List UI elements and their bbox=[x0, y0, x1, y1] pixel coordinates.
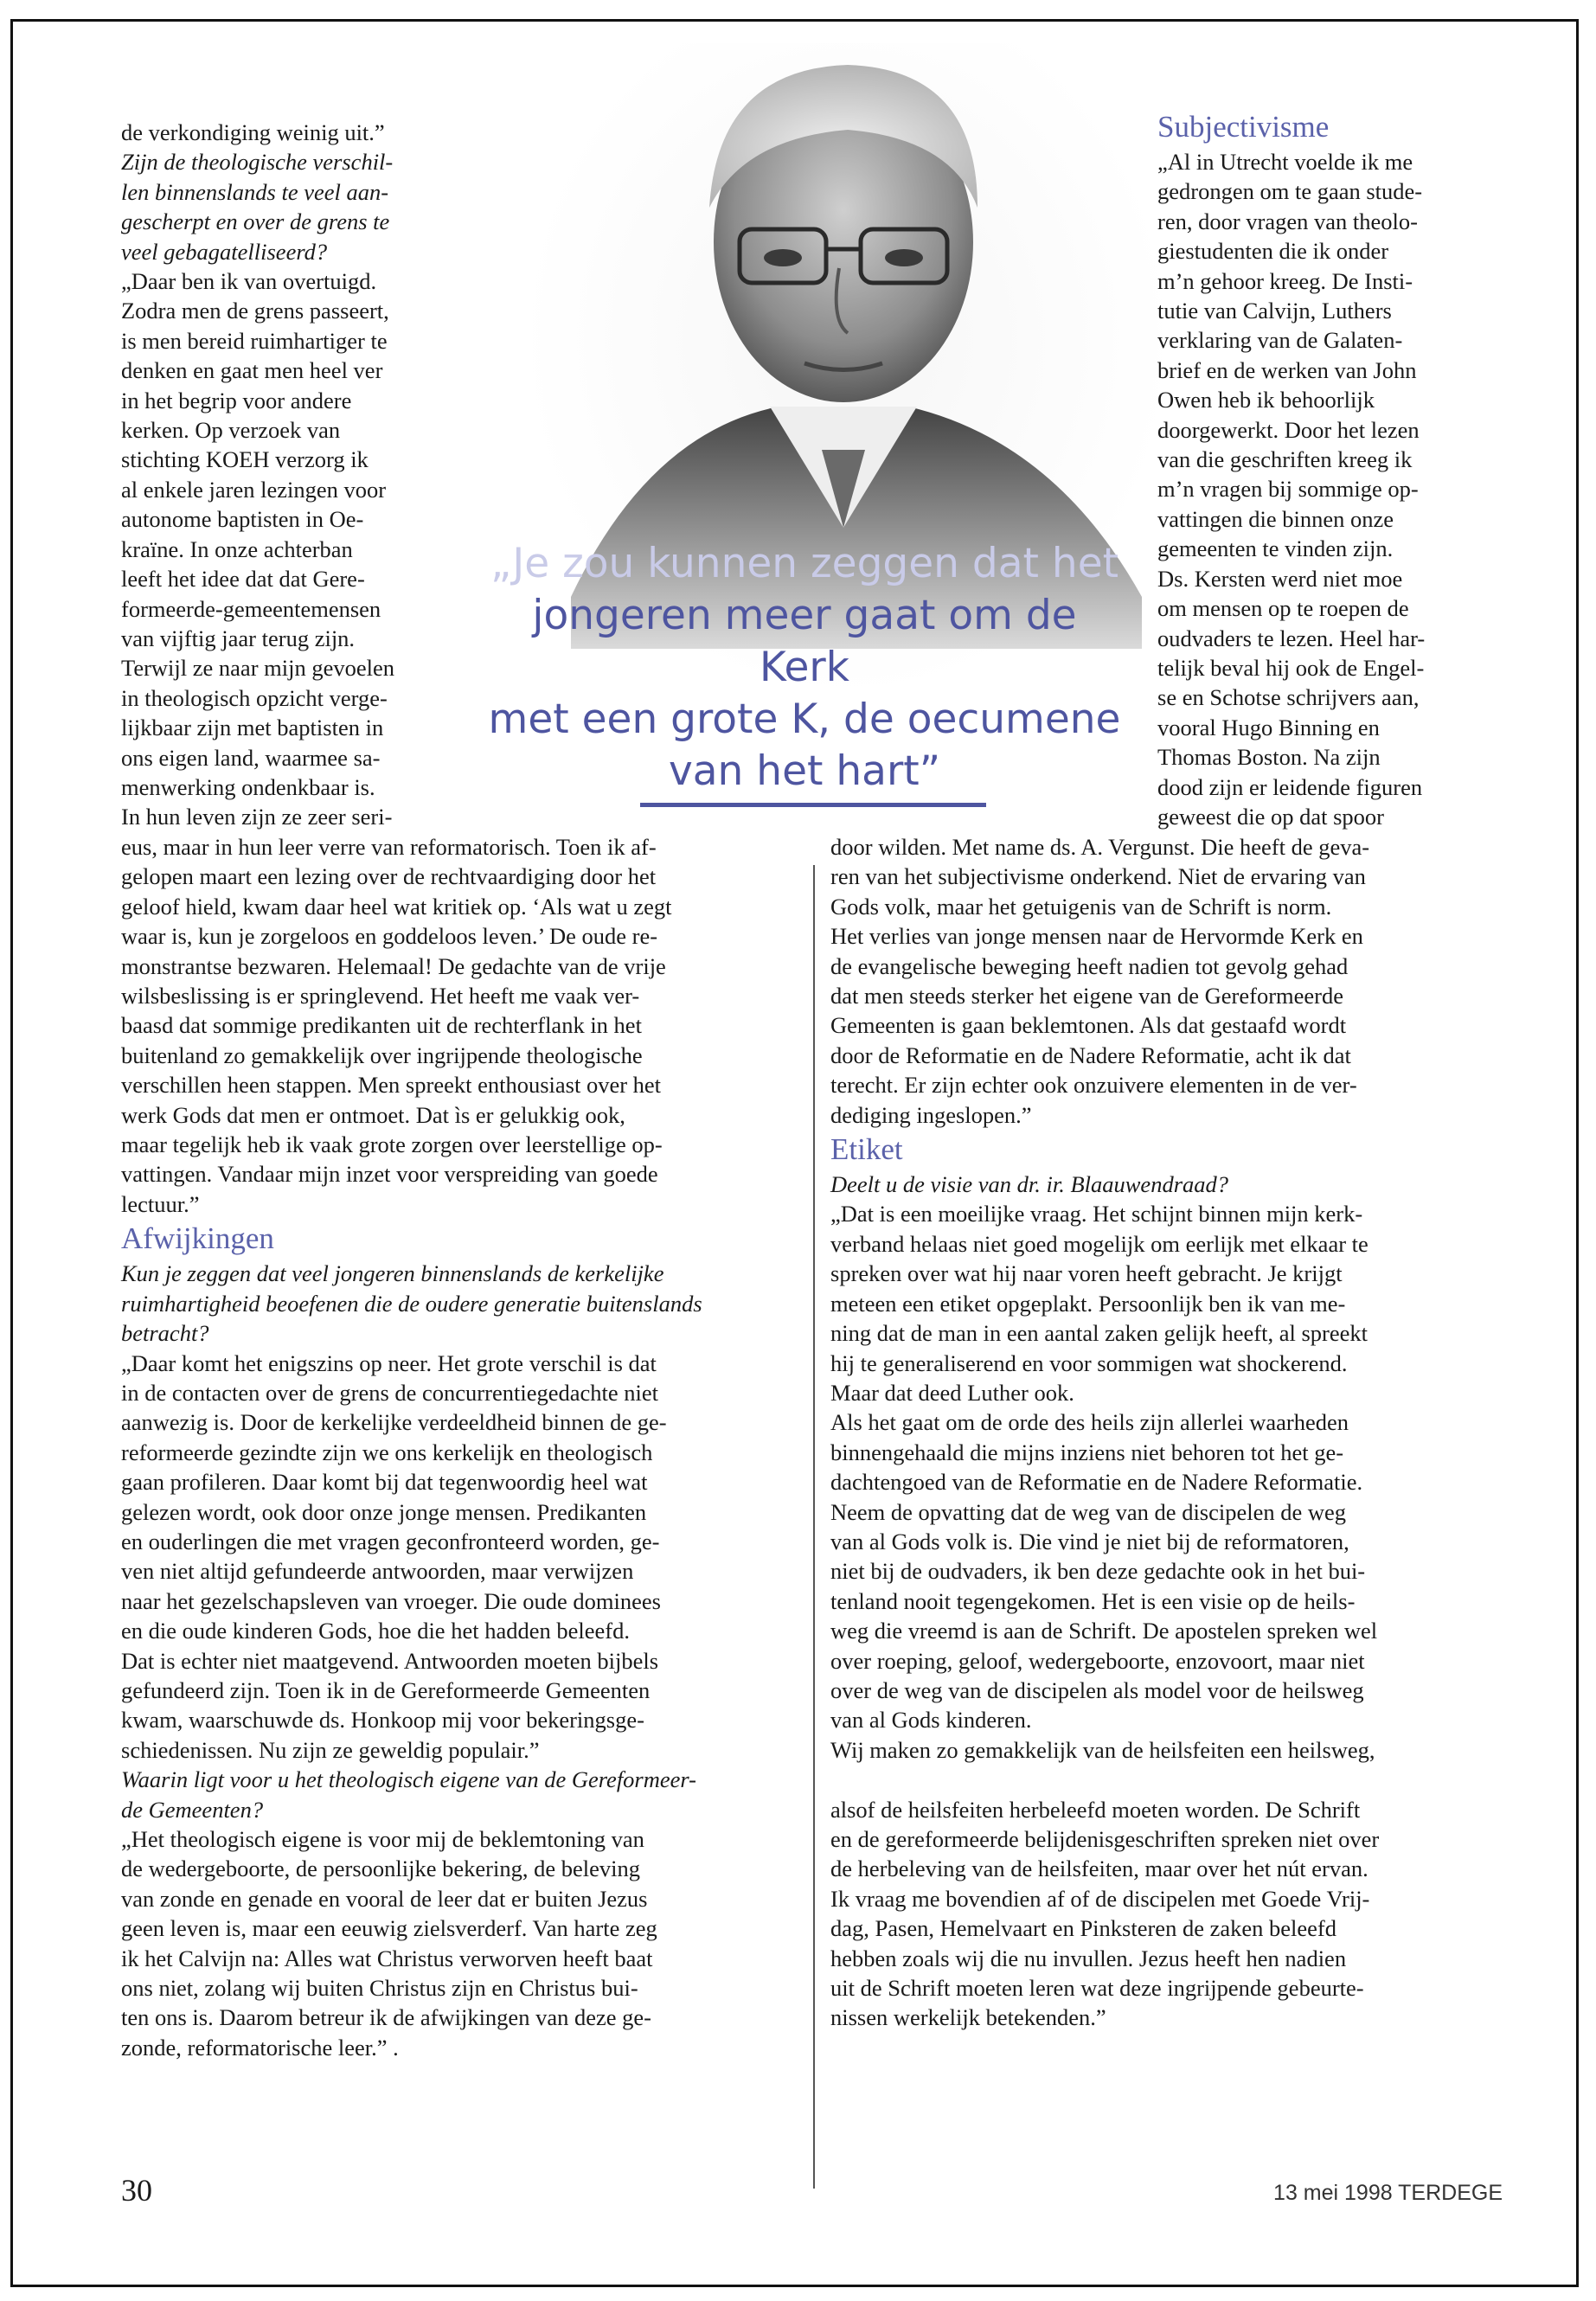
text-line: uit de Schrift moeten leren wat deze ingrijpende gebeurte- bbox=[830, 1975, 1364, 2002]
text-line: „Daar komt het enigszins op neer. Het grote verschil is dat bbox=[121, 1349, 657, 1376]
text-line: stichting KOEH verzorg ik bbox=[121, 446, 369, 473]
text-line: lectuur.” bbox=[121, 1190, 200, 1217]
text-line: Dat is echter niet maatgevend. Antwoorden moeten bijbels bbox=[121, 1647, 659, 1674]
text-line: oudvaders te lezen. Heel har- bbox=[1157, 625, 1426, 651]
text-line: de herbeleving van de heilsfeiten, maar over het nút ervan. bbox=[830, 1856, 1368, 1882]
text-line: baasd dat sommige predikanten uit de rechterflank in het bbox=[121, 1012, 642, 1039]
text-line: verschillen heen stappen. Men spreekt enthousiast over het bbox=[121, 1072, 662, 1099]
text-line: Gods volk, maar het getuigenis van de Schrift is norm. bbox=[830, 893, 1332, 920]
pull-quote-line: jongeren meer gaat om de Kerk bbox=[532, 592, 1077, 691]
text-line: in het begrip voor andere bbox=[121, 387, 352, 413]
text-line: kraïne. In onze achterban bbox=[121, 535, 353, 562]
text-line: van al Gods volk is. Die vind je niet bij de reformatoren, bbox=[830, 1528, 1349, 1554]
right-top-column bbox=[1157, 107, 1521, 831]
text-line: ning dat de man in een aantal zaken gelijk heeft, al spreekt bbox=[830, 1320, 1368, 1347]
text-line: hebben zoals wij die nu invullen. Jezus heeft hen nadien bbox=[830, 1945, 1347, 1971]
text-line: vattingen die binnen onze bbox=[1157, 505, 1394, 532]
text-line: Ds. Kersten werd niet moe bbox=[1157, 565, 1403, 592]
text-line: m’n gehoor kreeg. De Insti- bbox=[1157, 267, 1413, 294]
text-line: leeft het idee dat dat Gere- bbox=[121, 566, 365, 593]
text-line: om mensen op te roepen de bbox=[1157, 595, 1409, 622]
text-line: eus, maar in hun leer verre van reformatorisch. Toen ik af- bbox=[121, 834, 657, 860]
text-line: gemeenten te vinden zijn. bbox=[1157, 535, 1394, 562]
text-line: naar het gezelschapsleven van vroeger. Die oude dominees bbox=[121, 1587, 661, 1614]
text-line: geweest die op dat spoor bbox=[1157, 803, 1384, 830]
text-line: ven niet altijd gefundeerde antwoorden, maar verwijzen bbox=[121, 1558, 634, 1585]
text-line: hij te generaliserend en voor sommigen wat shockerend. bbox=[830, 1349, 1348, 1376]
question-line: veel gebagatelliseerd? bbox=[121, 238, 328, 265]
text-line: Neem de opvatting dat de weg van de discipelen de weg bbox=[830, 1498, 1347, 1525]
text-line: in de contacten over de grens de concurrentiegedachte niet bbox=[121, 1379, 658, 1406]
text-line: Wij maken zo gemakkelijk van de heilsfeiten een heilsweg, bbox=[830, 1736, 1375, 1763]
text-line: terecht. Er zijn echter ook onzuivere elementen in de ver- bbox=[830, 1072, 1357, 1099]
text-line: dat men steeds sterker het eigene van de Gereformeerde bbox=[830, 983, 1344, 1009]
question-line: betracht? bbox=[121, 1320, 209, 1347]
text-line: binnengehaald die mijns inziens niet behoren tot het ge- bbox=[830, 1439, 1344, 1465]
text-line: kwam, waarschuwde ds. Honkoop mij voor bekeringsge- bbox=[121, 1707, 644, 1734]
text-line: monstrantse bezwaren. Helemaal! De gedachte van de vrije bbox=[121, 952, 666, 979]
text-line: buitenland zo gemakkelijk over ingrijpende theologische bbox=[121, 1042, 643, 1068]
text-line: menwerking ondenkbaar is. bbox=[121, 773, 375, 800]
text-line: maar tegelijk heb ik vaak grote zorgen over leerstellige op- bbox=[121, 1131, 663, 1158]
text-line: dood zijn er leidende figuren bbox=[1157, 773, 1423, 800]
right-bottom-column bbox=[830, 832, 1514, 2033]
left-bottom-column bbox=[121, 832, 804, 2062]
text-line: geloof hield, kwam daar heel wat kritiek op. ‘Als wat u zegt bbox=[121, 893, 672, 920]
text-line: dediging ingeslopen.” bbox=[830, 1101, 1032, 1128]
text-line: formeerde-gemeentemensen bbox=[121, 595, 381, 622]
text-line: ons eigen land, waarmee sa- bbox=[121, 744, 381, 771]
text-line: doorgewerkt. Door het lezen bbox=[1157, 416, 1420, 443]
text-line: telijk beval hij ook de Engel- bbox=[1157, 654, 1425, 681]
text-line: door wilden. Met name ds. A. Vergunst. Die heeft de geva- bbox=[830, 834, 1370, 860]
question-line: Deelt u de visie van dr. ir. Blaauwendraad? bbox=[830, 1171, 1229, 1198]
text-line: geen leven is, maar een eeuwig zielsverderf. Van harte zeg bbox=[121, 1915, 657, 1942]
question-line: de Gemeenten? bbox=[121, 1796, 264, 1823]
text-line: Terwijl ze naar mijn gevoelen bbox=[121, 655, 395, 682]
text-line: van die geschriften kreeg ik bbox=[1157, 446, 1413, 473]
text-line: Gemeenten is gaan beklemtonen. Als dat gestaafd wordt bbox=[830, 1012, 1347, 1039]
text-line: dachtengoed van de Reformatie en de Nadere Reformatie. bbox=[830, 1469, 1363, 1496]
text-line: en ouderlingen die met vragen geconfronteerd worden, ge- bbox=[121, 1528, 660, 1554]
text-line: vooral Hugo Binning en bbox=[1157, 714, 1380, 740]
text-line: Owen heb ik behoorlijk bbox=[1157, 387, 1375, 413]
text-line: m’n vragen bij sommige op- bbox=[1157, 476, 1419, 503]
text-line: se en Schotse schrijvers aan, bbox=[1157, 684, 1420, 711]
text-line: „Al in Utrecht voelde ik me bbox=[1157, 149, 1413, 175]
text-line: brief en de werken van John bbox=[1157, 356, 1417, 383]
text-line: Thomas Boston. Na zijn bbox=[1157, 744, 1381, 771]
pull-quote-rule bbox=[640, 803, 986, 807]
text-line: over roeping, geloof, wedergeboorte, enzovoort, maar niet bbox=[830, 1647, 1365, 1674]
text-line: alsof de heilsfeiten herbeleefd moeten worden. De Schrift bbox=[830, 1796, 1361, 1823]
text-line: verband helaas niet goed mogelijk om eerlijk met elkaar te bbox=[830, 1230, 1368, 1257]
question-line: Zijn de theologische verschil- bbox=[121, 149, 394, 176]
blank-line bbox=[830, 1765, 1514, 1794]
section-heading-subjectivisme: Subjectivisme bbox=[1157, 110, 1330, 144]
text-line: schiedenissen. Nu zijn ze geweldig populair.” bbox=[121, 1736, 540, 1763]
text-line: gelopen maart een lezing over de rechtvaardiging door het bbox=[121, 863, 657, 890]
text-line: ons niet, zolang wij buiten Christus zijn en Christus bui- bbox=[121, 1975, 638, 2002]
text-line: niet bij de oudvaders, ik ben deze gedachte ook in het bui- bbox=[830, 1558, 1366, 1585]
question-line: gescherpt en over de grens te bbox=[121, 208, 390, 235]
text-line: al enkele jaren lezingen voor bbox=[121, 476, 387, 503]
text-line: de verkondiging weinig uit.” bbox=[121, 119, 385, 145]
page-number: 30 bbox=[121, 2173, 152, 2208]
section-heading: Etiket bbox=[830, 1132, 903, 1167]
left-top-column bbox=[121, 118, 502, 832]
pull-quote-line: van het hart” bbox=[668, 747, 941, 795]
text-line: tutie van Calvijn, Luthers bbox=[1157, 298, 1392, 324]
section-heading: Afwijkingen bbox=[121, 1221, 274, 1256]
text-line: Het verlies van jonge mensen naar de Hervormde Kerk en bbox=[830, 923, 1363, 950]
text-line: weg die vreemd is aan de Schrift. De apostelen spreken wel bbox=[830, 1618, 1378, 1644]
text-line: „Daar ben ik van overtuigd. bbox=[121, 268, 377, 295]
column-divider bbox=[813, 865, 815, 2189]
text-line: ik het Calvijn na: Alles wat Christus verworven heeft baat bbox=[121, 1945, 653, 1971]
question-line: ruimhartigheid beoefenen die de oudere generatie buitenslands bbox=[121, 1290, 702, 1317]
text-line: gefundeerd zijn. Toen ik in de Gereformeerde Gemeenten bbox=[121, 1676, 651, 1703]
text-line: Zodra men de grens passeert, bbox=[121, 298, 389, 324]
text-line: nissen werkelijk betekenden.” bbox=[830, 2004, 1106, 2031]
text-line: „Het theologisch eigene is voor mij de beklemtoning van bbox=[121, 1826, 644, 1852]
question-line: Waarin ligt voor u het theologisch eigene van de Gereformeer- bbox=[121, 1766, 697, 1793]
text-line: van zonde en genade en vooral de leer dat er buiten Jezus bbox=[121, 1885, 648, 1912]
text-line: van al Gods kinderen. bbox=[830, 1707, 1032, 1734]
text-line: de wedergeboorte, de persoonlijke bekering, de beleving bbox=[121, 1856, 640, 1882]
text-line: reformeerde gezindte zijn we ons kerkelijk en theologisch bbox=[121, 1439, 653, 1465]
pull-quote-line: „Je zou kunnen zeggen dat het bbox=[490, 540, 1119, 587]
text-line: dag, Pasen, Hemelvaart en Pinksteren de zaken beleefd bbox=[830, 1915, 1336, 1942]
text-line: denken en gaat men heel ver bbox=[121, 357, 383, 384]
text-line: waar is, kun je zorgeloos en goddeloos leven.’ De oude re- bbox=[121, 923, 658, 950]
text-line: ren van het subjectivisme onderkend. Niet de ervaring van bbox=[830, 863, 1366, 890]
text-line: zonde, reformatorische leer.” . bbox=[121, 2034, 399, 2061]
text-line: spreken over wat hij naar voren heeft gebracht. Je krijgt bbox=[830, 1260, 1343, 1287]
pull-quote-line: met een grote K, de oecumene bbox=[488, 695, 1121, 743]
text-line: gelezen wordt, ook door onze jonge mensen. Predikanten bbox=[121, 1498, 647, 1525]
issue-footer: 13 mei 1998 TERDEGE bbox=[1273, 2181, 1503, 2205]
text-line: en die oude kinderen Gods, hoe die het hadden beleefd. bbox=[121, 1618, 630, 1644]
pull-quote bbox=[484, 538, 1125, 798]
text-line: is men bereid ruimhartiger te bbox=[121, 327, 388, 354]
question-line: Kun je zeggen dat veel jongeren binnenslands de kerkelijke bbox=[121, 1260, 664, 1287]
text-line: en de gereformeerde belijdenisgeschriften spreken niet over bbox=[830, 1826, 1380, 1852]
text-line: Ik vraag me bovendien af of de discipelen met Goede Vrij- bbox=[830, 1885, 1370, 1912]
text-line: Als het gaat om de orde des heils zijn allerlei waarheden bbox=[830, 1409, 1349, 1436]
text-line: meteen een etiket opgeplakt. Persoonlijk ben ik van me- bbox=[830, 1290, 1346, 1317]
text-line: gedrongen om te gaan stude- bbox=[1157, 178, 1423, 205]
text-line: verklaring van de Galaten- bbox=[1157, 327, 1403, 354]
text-line: de evangelische beweging heeft nadien tot gevolg gehad bbox=[830, 952, 1349, 979]
text-line: giestudenten die ik onder bbox=[1157, 238, 1389, 265]
text-line: autonome baptisten in Oe- bbox=[121, 506, 364, 533]
text-line: van vijftig jaar terug zijn. bbox=[121, 625, 356, 651]
text-line: In hun leven zijn ze zeer seri- bbox=[121, 804, 393, 830]
text-line: ten ons is. Daarom betreur ik de afwijkingen van deze ge- bbox=[121, 2004, 651, 2031]
text-line: Maar dat deed Luther ook. bbox=[830, 1379, 1074, 1406]
text-line: aanwezig is. Door de kerkelijke verdeeldheid binnen de ge- bbox=[121, 1409, 667, 1436]
text-line: in theologisch opzicht verge- bbox=[121, 684, 388, 711]
question-line: len binnenslands te veel aan- bbox=[121, 178, 389, 205]
text-line: werk Gods dat men er ontmoet. Dat ìs er gelukkig ook, bbox=[121, 1101, 625, 1128]
text-line: tenland nooit tegengekomen. Het is een visie op de heils- bbox=[830, 1587, 1356, 1614]
text-line: gaan profileren. Daar komt bij dat tegenwoordig heel wat bbox=[121, 1469, 648, 1496]
text-line: „Dat is een moeilijke vraag. Het schijnt binnen mijn kerk- bbox=[830, 1201, 1363, 1227]
text-line: door de Reformatie en de Nadere Reformatie, acht ik dat bbox=[830, 1042, 1351, 1068]
text-line: ren, door vragen van theolo- bbox=[1157, 208, 1418, 234]
text-line: over de weg van de discipelen als model voor de heilsweg bbox=[830, 1676, 1364, 1703]
text-line: kerken. Op verzoek van bbox=[121, 417, 341, 444]
text-line: lijkbaar zijn met baptisten in bbox=[121, 715, 384, 741]
text-line: wilsbeslissing is er springlevend. Het heeft me vaak ver- bbox=[121, 983, 640, 1009]
text-line: vattingen. Vandaar mijn inzet voor verspreiding van goede bbox=[121, 1161, 658, 1188]
